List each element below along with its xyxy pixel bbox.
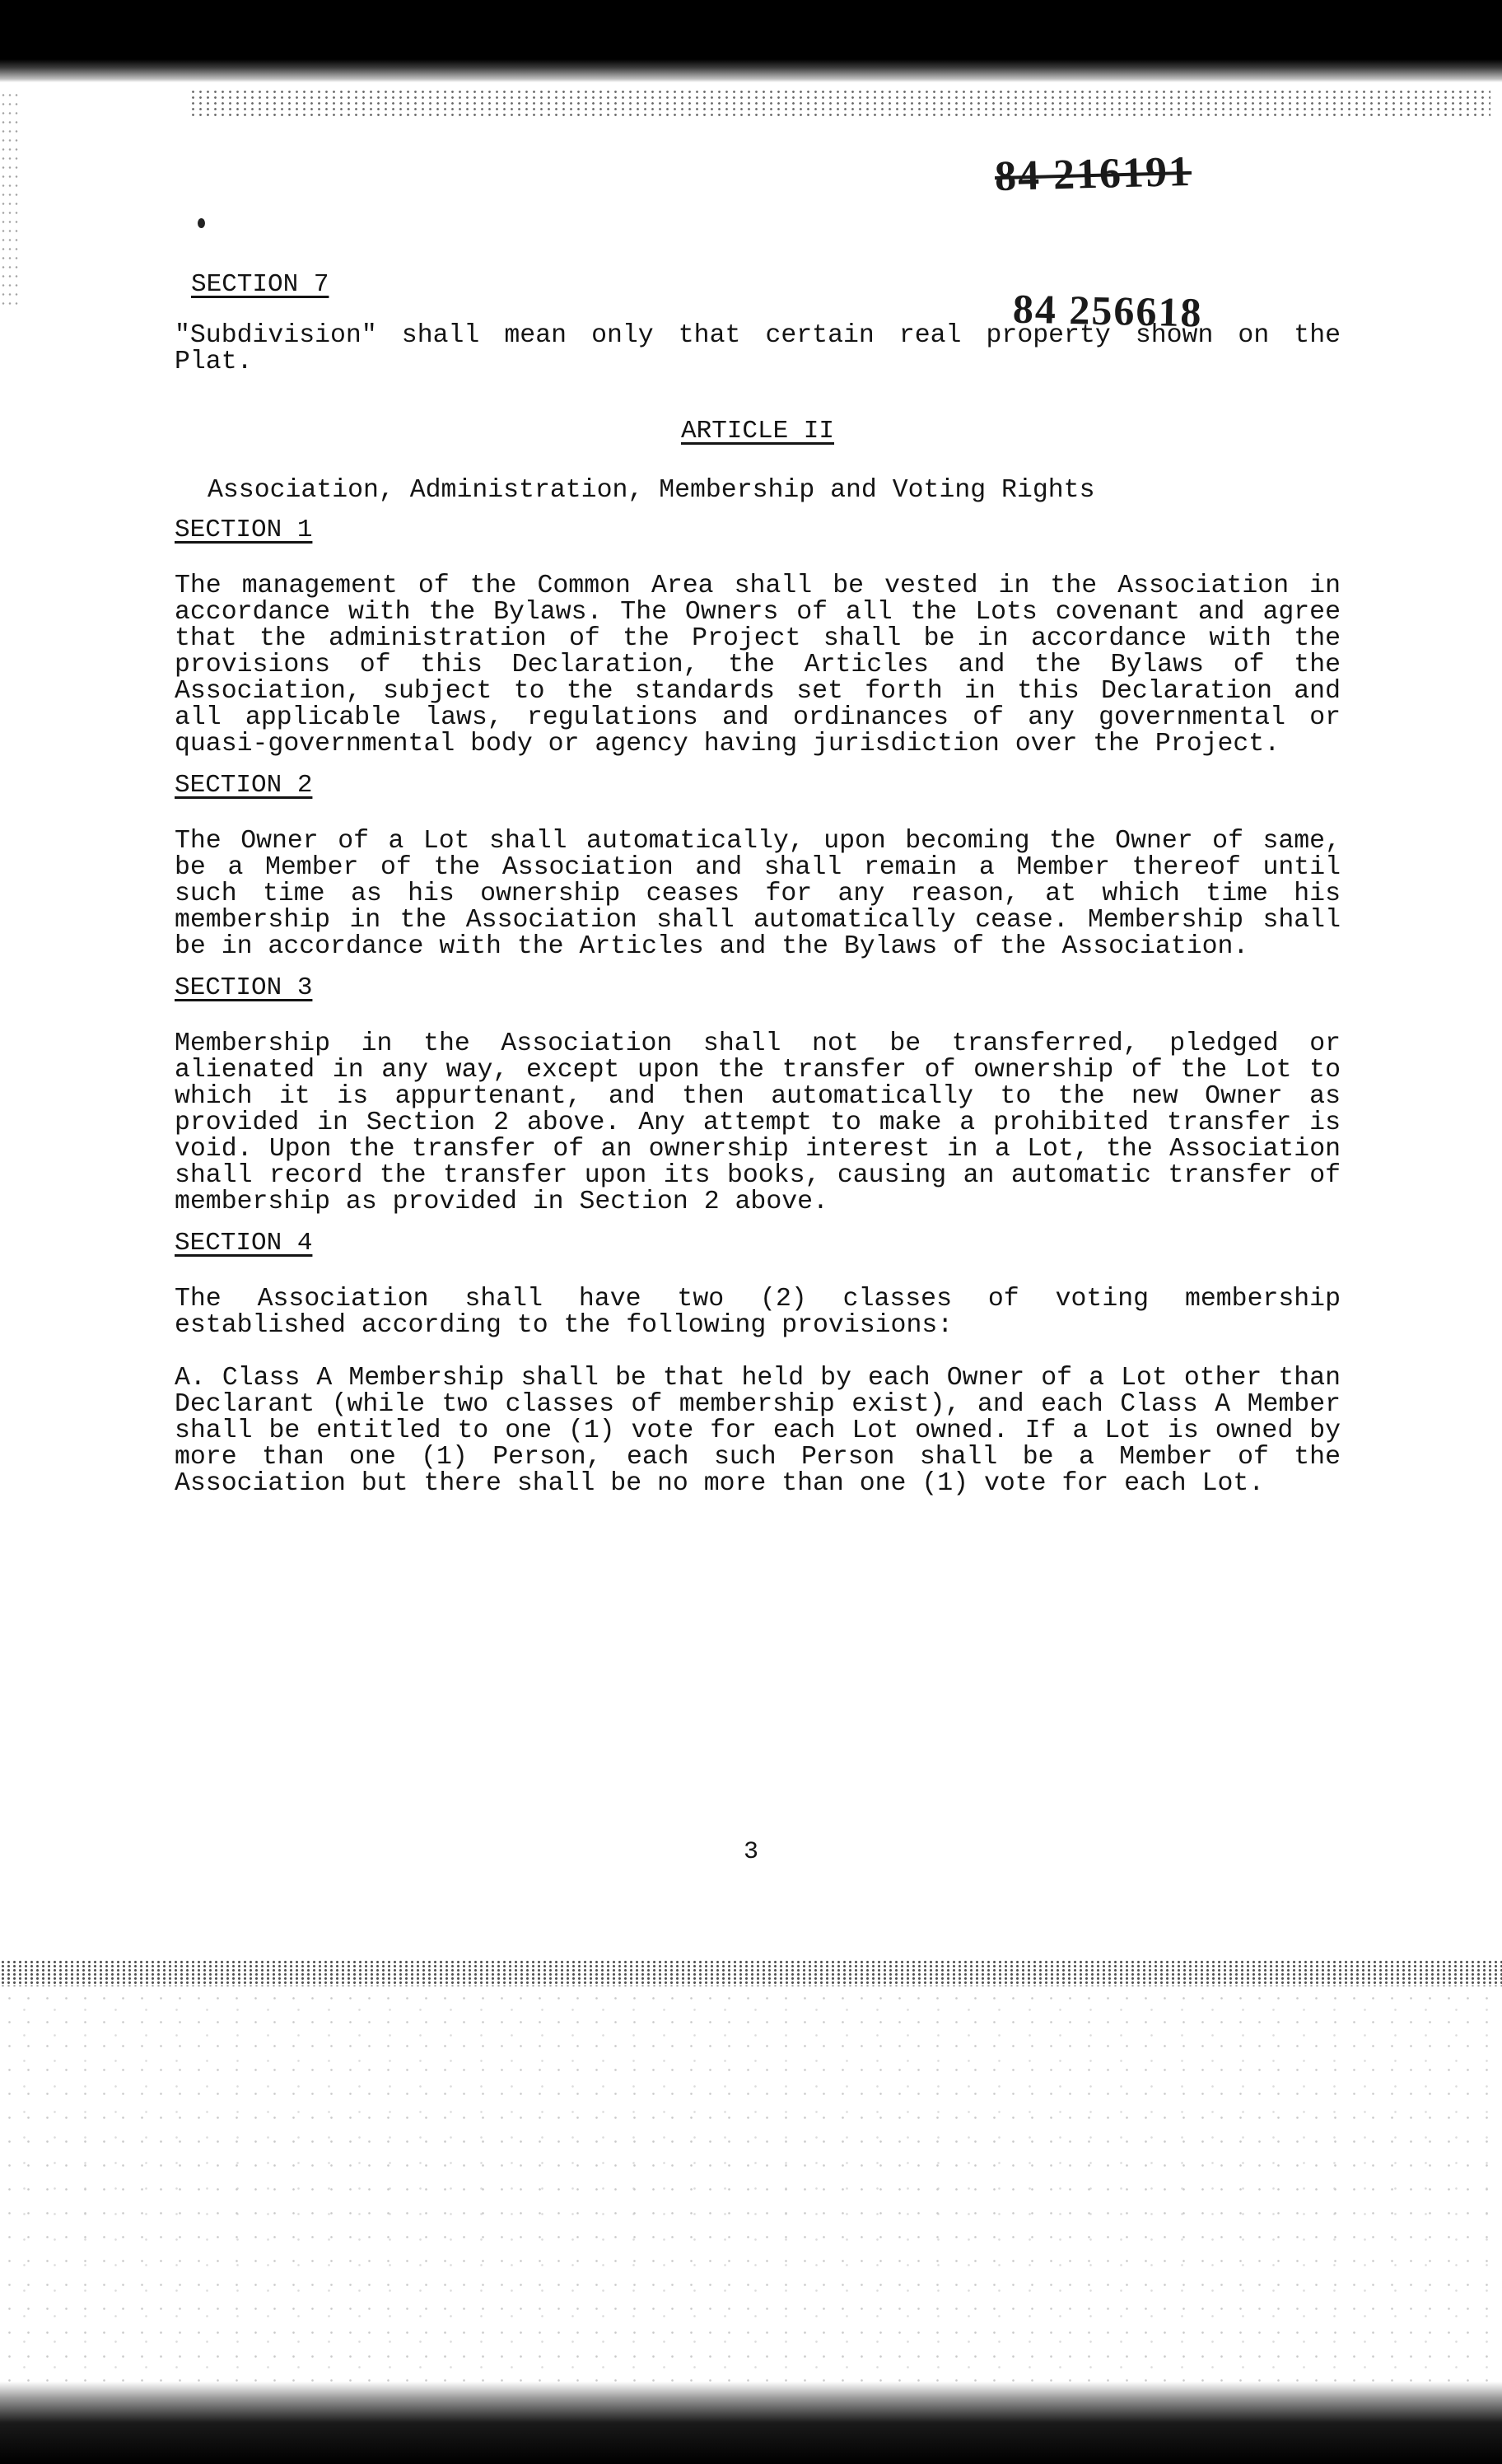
scan-noise-top [189,89,1490,119]
struck-document-number: 84 216191 [994,147,1192,201]
section-7-text: "Subdivision" shall mean only that certain real property shown on the Plat. [175,321,1341,376]
scan-noise-band [0,1960,1502,1986]
section-4-item-a: A. Class A Membership shall be that held by each Owner of a Lot other than Declarant (while two classes of membership exist), and each Class A Member shall be entitled to one (1) vote for each Lot owned. If a Lot is owned by more than one (1) Person, each such Person shall be a Member of the Association but there shall be no more than one (1) vote for each Lot. [175,1364,1341,1498]
stray-mark [198,218,205,228]
section-3-text: Membership in the Association shall not be transferred, pledged or alienated in any way, except upon the transfer of ownership of the Lot to which it is appurtenant, and then automatically to the new Owner as provided in Section 2 above. Any attempt to make a prohibited transfer is void. Upon the transfer of an ownership interest in a Lot, the Association shall record the transfer upon its books, causing an automatic transfer of membership as provided in Section 2 above. [175,1029,1341,1216]
section-1-heading: SECTION 1 [175,516,313,544]
section-2-text: The Owner of a Lot shall automatically, upon becoming the Owner of same, be a Member of the Association and shall remain a Member thereof until such time as his ownership ceases for any reason, at which time his membership in the Association shall automatically cease. Membership shall be in accordance with the Articles and the Bylaws of the Association. [175,827,1341,961]
page-number: 3 [743,1838,758,1866]
document-body [175,272,1341,1497]
section-3-heading: SECTION 3 [175,973,313,1002]
scan-noise-bottom [0,1986,1502,2382]
section-2-heading: SECTION 2 [175,771,313,800]
scan-border-top [0,0,1502,82]
scan-border-bottom [0,2382,1502,2464]
section-7-heading: SECTION 7 [191,270,329,299]
article-title: ARTICLE II [680,417,835,446]
article-subtitle: Association, Administration, Membership and Voting Rights [208,476,1095,505]
recording-number: 84 256618 [1012,285,1204,336]
scan-noise-left [0,91,21,305]
section-1-text: The management of the Common Area shall be vested in the Association in accordance with the Bylaws. The Owners of all the Lots covenant and agree that the administration of the Project shall be in accordance with the provisions of this Declaration, the Articles and the Bylaws of the Association, subject to the standards set forth in this Declaration and all applicable laws, regulations and ordinances of any governmental or quasi-governmental body or agency having jurisdiction over the Project. [175,572,1341,758]
section-4-heading: SECTION 4 [175,1229,313,1258]
section-4-text: The Association shall have two (2) classes of voting membership established according to the following provisions: [175,1285,1341,1340]
